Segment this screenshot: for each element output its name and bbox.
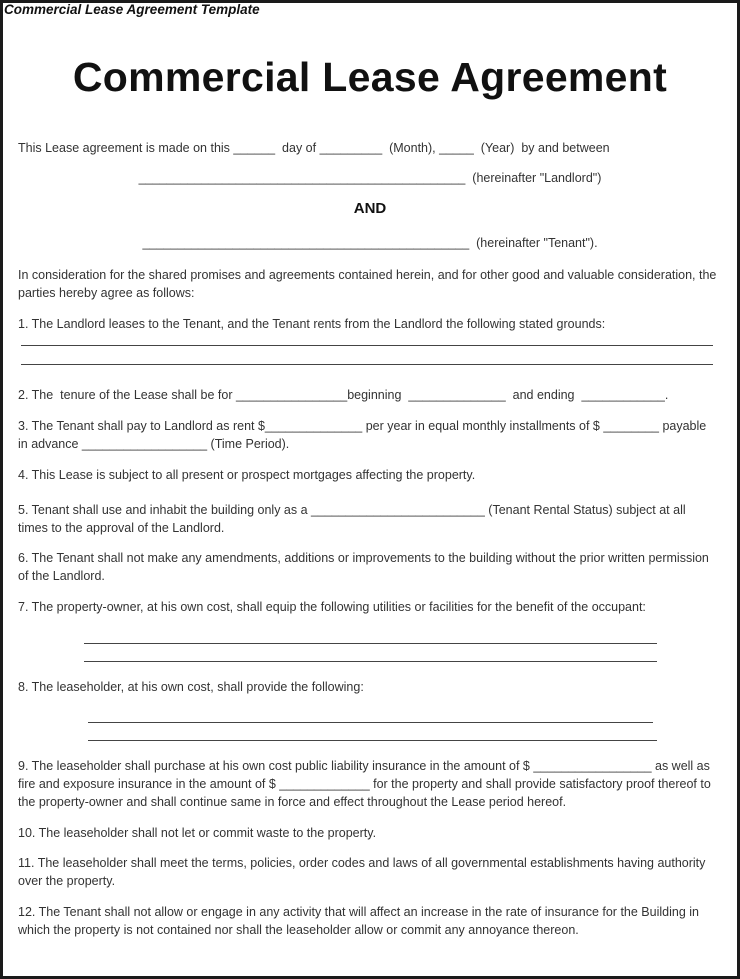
intro-line: This Lease agreement is made on this ______ day of _________ (Month), _____ (Year) by and between bbox=[18, 141, 610, 155]
clause-8: 8. The leaseholder, at his own cost, shall provide the following: bbox=[18, 680, 364, 694]
fill-in-line bbox=[84, 661, 657, 662]
clause-3: 3. The Tenant shall pay to Landlord as rent $______________ per year in equal monthly installments of $ ________ payable in advance __________________ (Time Period). bbox=[18, 419, 707, 451]
clause-10: 10. The leaseholder shall not let or commit waste to the property. bbox=[18, 826, 377, 840]
landlord-line: _______________________________________________ (hereinafter "Landlord") bbox=[138, 171, 602, 185]
template-label: Commercial Lease Agreement Template bbox=[4, 2, 260, 17]
fill-in-line bbox=[88, 722, 653, 723]
clause-1: 1. The Landlord leases to the Tenant, and the Tenant rents from the Landlord the following stated grounds: bbox=[18, 317, 606, 331]
tenant-line: _______________________________________________ (hereinafter "Tenant"). bbox=[142, 236, 598, 250]
clause-5: 5. Tenant shall use and inhabit the building only as a _________________________ (Tenant Rental Status) subject at all times to the approval of the Landlord. bbox=[18, 503, 686, 535]
clause-9: 9. The leaseholder shall purchase at his own cost public liability insurance in the amount of $ _________________ as well as fire and exposure insurance in the amount of $ _____________ for the property and shall provide satisfactory proof thereof to the property-owner and shall continue same in force and effect throughout the Lease period hereof. bbox=[18, 759, 711, 809]
consideration-paragraph: In consideration for the shared promises and agreements contained herein, and for other good and valuable consideration, the parties hereby agree as follows: bbox=[18, 268, 717, 300]
fill-in-line bbox=[88, 740, 657, 741]
and-heading: AND bbox=[353, 200, 387, 217]
fill-in-line bbox=[84, 643, 657, 644]
clause-4: 4. This Lease is subject to all present or prospect mortgages affecting the property. bbox=[18, 468, 476, 482]
fill-in-line bbox=[21, 364, 713, 365]
clause-12: 12. The Tenant shall not allow or engage in any activity that will affect an increase in the rate of insurance for the Building in which the property is not contained nor shall the leaseholder allow or commit any annoyance thereon. bbox=[18, 905, 699, 937]
clause-2: 2. The tenure of the Lease shall be for ________________beginning ______________ and ending ____________. bbox=[18, 388, 669, 402]
fill-in-line bbox=[21, 345, 713, 346]
document-title: Commercial Lease Agreement bbox=[72, 54, 668, 100]
clause-11: 11. The leaseholder shall meet the terms, policies, order codes and laws of all governmental establishments having authority over the property. bbox=[18, 856, 706, 888]
clause-7: 7. The property-owner, at his own cost, shall equip the following utilities or facilities for the benefit of the occupant: bbox=[18, 600, 646, 614]
clause-6: 6. The Tenant shall not make any amendments, additions or improvements to the building without the prior written permission of the Landlord. bbox=[18, 551, 709, 583]
